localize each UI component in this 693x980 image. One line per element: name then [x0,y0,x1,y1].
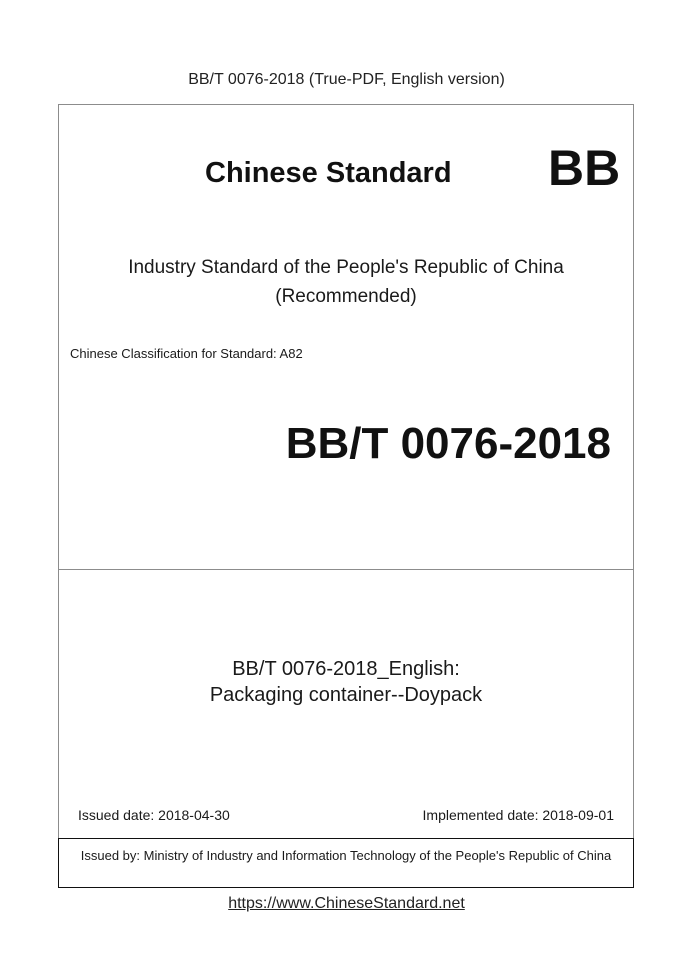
cover-frame [58,104,634,888]
document-title-line2: Packaging container--Doypack [209,684,483,706]
issued-date: Issued date: 2018-04-30 [78,807,230,823]
recommended-label: (Recommended) [275,286,417,307]
document-title-line1: BB/T 0076-2018_English: [232,658,460,680]
page-header-title: BB/T 0076-2018 (True-PDF, English version) [188,71,505,88]
standard-number: BB/T 0076-2018 [285,419,611,468]
standard-code-prefix: BB [548,140,621,196]
issuer-text: Issued by: Ministry of Industry and Information Technology of the People's Republic of China [80,848,612,863]
cover-heading: Chinese Standard [205,157,452,189]
implemented-date: Implemented date: 2018-09-01 [422,807,614,823]
classification-label: Chinese Classification for Standard: A82 [70,346,303,361]
website-link[interactable]: https://www.ChineseStandard.net [228,895,465,912]
section-divider [58,569,634,570]
industry-standard-line: Industry Standard of the People's Republic of China [128,257,564,278]
issuer-box [58,838,634,888]
